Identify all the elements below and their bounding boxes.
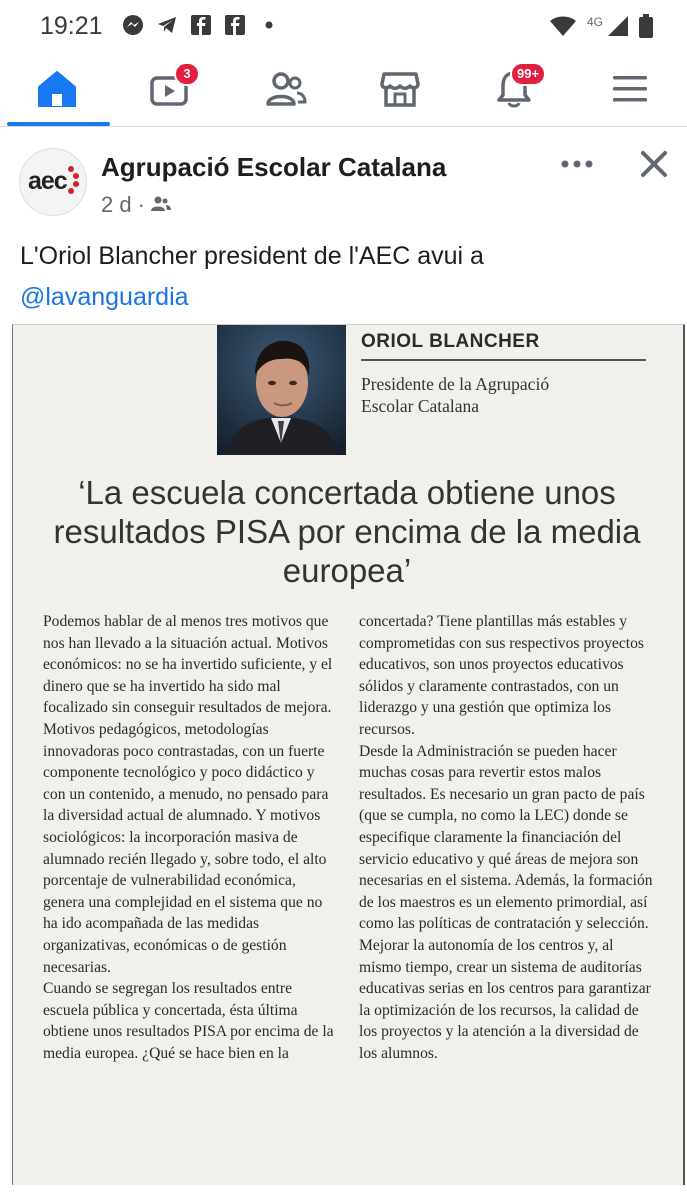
article-column-left — [43, 611, 338, 1064]
meta-separator: · — [137, 192, 145, 217]
friends-icon — [265, 71, 307, 112]
nav-watch-tab[interactable] — [140, 66, 200, 116]
author-divider — [361, 359, 646, 361]
hide-post-button[interactable] — [638, 148, 670, 180]
status-notification-icons — [122, 14, 280, 36]
signal-icon — [607, 15, 629, 37]
watch-badge: 3 — [174, 62, 200, 86]
facebook-icon — [190, 14, 212, 36]
post-timestamp[interactable]: 2 d — [101, 192, 132, 217]
top-navigation — [0, 56, 687, 127]
telegram-icon — [156, 14, 178, 36]
audience-friends-icon — [151, 192, 171, 218]
post-header — [0, 132, 687, 322]
article-paragraph: Podemos hablar de al menos tres motivos que nos han llevado a la situación actual. Motivos económicos: no se ha invertido suficiente, y el dinero que se ha invertido ha sido mal focalizado sin conseguir resultados de mejora. Motivos pedagógicos, metodologías innovadoras poco contrastadas, con un fuerte componente tecnológico y poco didáctico y con un contenido, a menudo, no pensado para la diversidad actual de alumnado. Y motivos sociológicos: la incorporación masiva de alumnado recién llegado y, sobre todo, el alto porcentaje de vulnerabilidad económica, genera una complejidad en el sistema que no ha ido acompañada de las medidas organizativas, económicas o de gestión necesarias. — [43, 613, 333, 976]
post-caption: L'Oriol Blancher president de l'AEC avui a — [20, 242, 484, 270]
dot-icon — [258, 14, 280, 36]
post-text — [20, 236, 670, 318]
post-meta — [101, 192, 171, 218]
network-type: 4G — [586, 15, 603, 29]
nav-marketplace-tab[interactable] — [370, 66, 430, 116]
article-column-right — [359, 611, 654, 1064]
nav-home-tab[interactable] — [27, 66, 87, 116]
logo-dots-icon — [66, 165, 80, 204]
home-icon — [37, 70, 77, 113]
close-icon — [638, 167, 670, 184]
article-headline: ‘La escuela concertada obtiene unos resultados PISA por encima de la media europea’ — [53, 474, 641, 589]
nav-friends-tab[interactable] — [256, 66, 316, 116]
nav-active-indicator — [7, 122, 110, 126]
author-photo — [217, 325, 346, 455]
status-time: 19:21 — [40, 12, 103, 40]
notifications-badge: 99+ — [510, 62, 546, 86]
author-role: Presidente de la Agrupació Escolar Catalana — [361, 374, 550, 416]
status-system-icons — [549, 14, 653, 38]
shop-icon — [380, 70, 420, 113]
facebook-icon — [224, 14, 246, 36]
page-avatar[interactable] — [19, 148, 87, 216]
avatar-logo-text: aec — [28, 167, 67, 195]
wifi-icon — [549, 15, 577, 37]
page-name[interactable]: Agrupació Escolar Catalana — [101, 152, 447, 182]
mention-link[interactable]: @lavanguardia — [20, 283, 189, 311]
more-dots-icon — [560, 163, 594, 180]
menu-icon — [612, 73, 648, 110]
post-image[interactable] — [12, 324, 685, 1185]
article-paragraph: Desde la Administración se pueden hacer muchas cosas para revertir estos malos resultados. Es necesario un gran pacto de país (que se cumpla, no como la LEC) donde se especifique claramente la financiación del servicio educativo y qué áreas de mejora son necesarias en el sistema. Además, la formación de los maestros es un elemento primordial, así como las políticas de contratación y selección. Mejorar la autonomía de los centros y, al mismo tiempo, crear un sistema de auditorías educativas serias en los centros para garantizar la optimización de los recursos, la calidad de los proyectos y la atención a la diversidad de los alumnos. — [359, 742, 653, 1062]
nav-notifications-tab[interactable] — [484, 66, 544, 116]
battery-icon — [639, 14, 653, 38]
status-bar — [0, 0, 687, 52]
author-name: ORIOL BLANCHER — [361, 331, 540, 352]
messenger-icon — [122, 14, 144, 36]
more-options-button[interactable] — [560, 152, 594, 176]
article-paragraph: concertada? Tiene plantillas más estables y comprometidas con sus respectivos proyectos educativos, son unos proyectos educativos sólidos y claramente contrastados, con un liderazgo y una gestión que optimiza los recursos. — [359, 613, 644, 738]
nav-menu-tab[interactable] — [600, 66, 660, 116]
article-paragraph: Cuando se segregan los resultados entre escuela pública y concertada, ésta última obtiene unos resultados PISA por encima de la media europea. ¿Qué se hace bien en la — [43, 980, 334, 1062]
